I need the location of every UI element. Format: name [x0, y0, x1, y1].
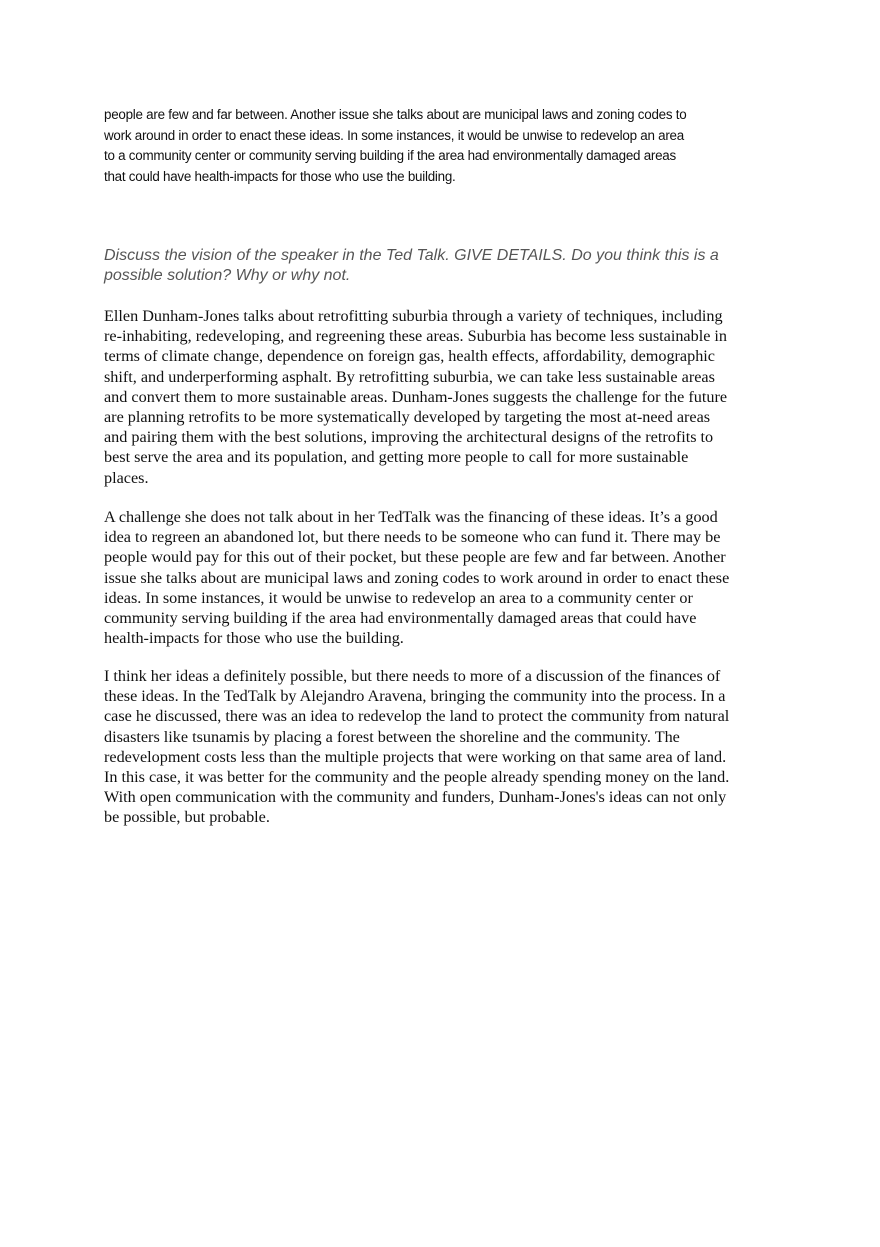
text-line: With open communication with the community and funders, Dunham-Jones's ideas can not only [104, 788, 727, 807]
text-line: A challenge she does not talk about in her TedTalk was the financing of these ideas. It’s a good [104, 508, 718, 526]
text-line: disasters like tsunamis by placing a forest between the shoreline and the community. The [104, 727, 680, 746]
text-line: Ellen Dunham-Jones talks about retrofitting suburbia through a variety of techniques, including [104, 307, 723, 325]
text-line: that could have health-impacts for those who use the building. [104, 169, 456, 185]
text-line: In this case, it was better for the community and the people already spending money on the land. [104, 768, 730, 787]
answer-paragraph-1 [104, 306, 727, 488]
continued-paragraph [104, 105, 686, 188]
text-line: and pairing them with the best solutions, improving the architectural designs of the retrofits to [104, 428, 714, 447]
question-prompt [104, 246, 719, 286]
text-line: terms of climate change, dependence on foreign gas, health effects, affordability, demographic [104, 347, 715, 366]
text-line: idea to regreen an abandoned lot, but there needs to be someone who can fund it. There may be [104, 528, 721, 547]
text-line: be possible, but probable. [104, 808, 270, 827]
text-line: issue she talks about are municipal laws and zoning codes to work around in order to enact these [104, 568, 730, 587]
text-line: possible solution? Why or why not. [104, 267, 351, 284]
text-line: places. [104, 468, 149, 487]
answer-paragraph-3 [104, 666, 729, 828]
text-line: community serving building if the area had environmentally damaged areas that could have [104, 609, 697, 628]
text-line: best serve the area and its population, and getting more people to call for more sustainable [104, 448, 689, 467]
text-line: people would pay for this out of their pocket, but these people are few and far between. Another [104, 548, 726, 567]
text-line: Discuss the vision of the speaker in the Ted Talk. GIVE DETAILS. Do you think this is a [104, 247, 719, 264]
text-line: re-inhabiting, redeveloping, and regreening these areas. Suburbia has become less sustainable in [104, 327, 728, 346]
text-line: people are few and far between. Another issue she talks about are municipal laws and zoning codes to [104, 107, 687, 122]
text-line: work around in order to enact these ideas. In some instances, it would be unwise to redevelop an area [104, 127, 684, 143]
text-line: I think her ideas a definitely possible, but there needs to more of a discussion of the finances of [104, 667, 721, 685]
text-line: these ideas. In the TedTalk by Alejandro Aravena, bringing the community into the process. In a [104, 687, 726, 706]
text-line: shift, and underperforming asphalt. By retrofitting suburbia, we can take less sustainable areas [104, 367, 715, 386]
text-line: health-impacts for those who use the building. [104, 629, 404, 648]
text-line: case he discussed, there was an idea to redevelop the land to protect the community from natural [104, 707, 730, 726]
text-line: redevelopment costs less than the multiple projects that were working on that same area of land. [104, 747, 727, 766]
text-line: and convert them to more sustainable areas. Dunham-Jones suggests the challenge for the future [104, 387, 728, 406]
text-line: are planning retrofits to be more systematically developed by targeting the most at-need areas [104, 408, 711, 427]
answer-paragraph-2 [104, 507, 729, 648]
text-line: ideas. In some instances, it would be unwise to redevelop an area to a community center or [104, 588, 693, 607]
text-line: to a community center or community serving building if the area had environmentally damaged areas [104, 148, 676, 164]
